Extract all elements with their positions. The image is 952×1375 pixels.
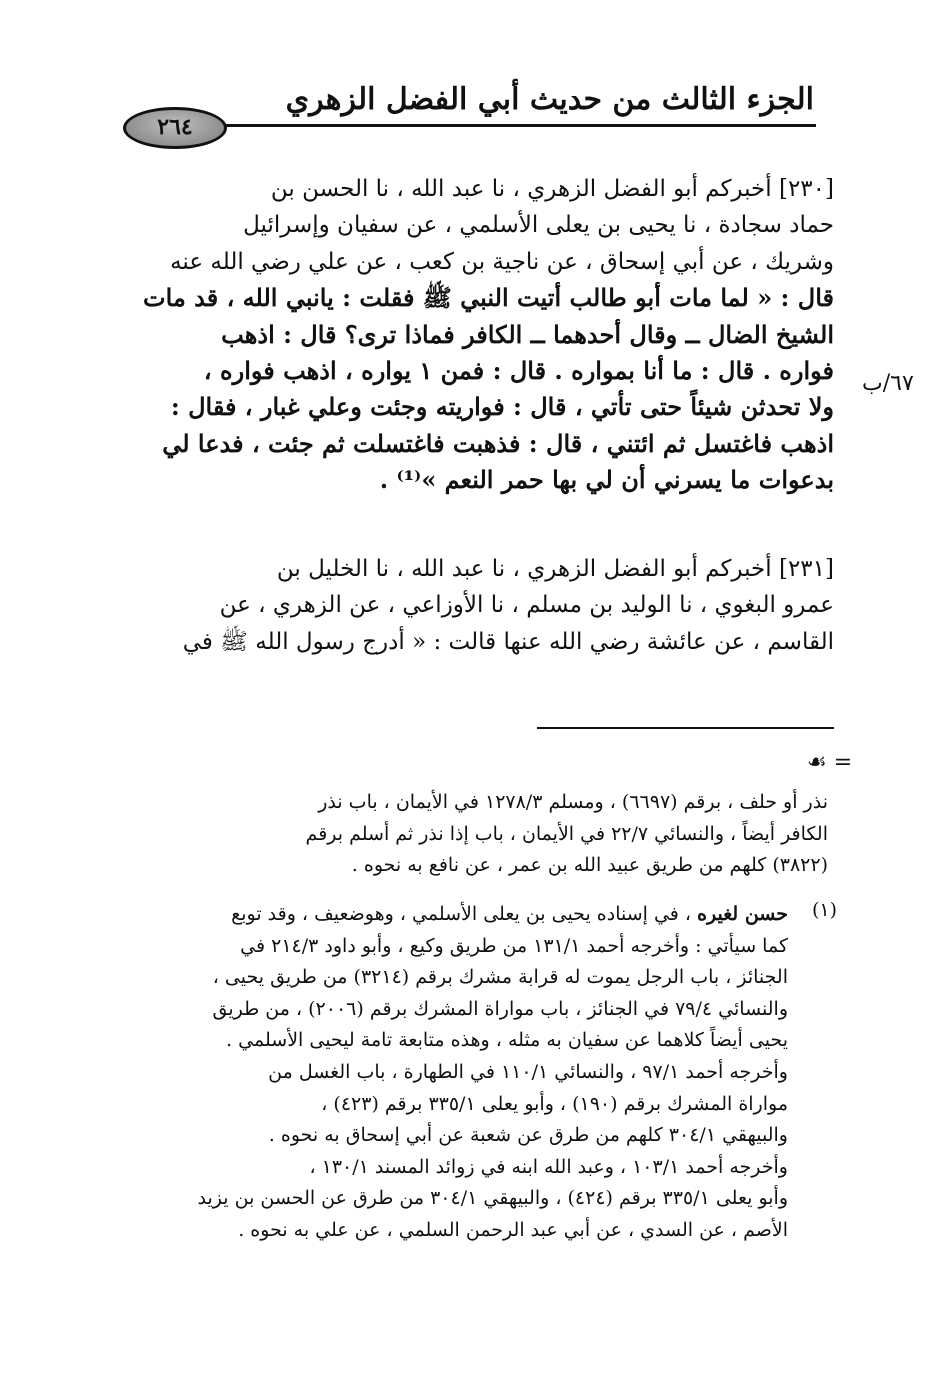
footnote-line xyxy=(128,899,788,931)
footnote-line: الأصم ، عن السدي ، عن أبي عبد الرحمن السلمي ، عن علي به نحوه . xyxy=(238,1218,788,1241)
footnote-line: كما سيأتي : وأخرجه أحمد ١٣١/١ من طريق وكيع ، وأبو داود ٢١٤/٣ في xyxy=(240,934,788,957)
continuation-marker: = ☙ xyxy=(807,750,853,775)
footnote-line: وأخرجه أحمد ٩٧/١ ، والنسائي ١١٠/١ في الطهارة ، باب الغسل من xyxy=(268,1060,788,1083)
hadith-230-line: وشريك ، عن أبي إسحاق ، عن ناجية بن كعب ، عن علي رضي الله عنه xyxy=(170,248,834,275)
hadith-230-line: فواره . قال : ما أنا بمواره . قال : فمن ١ يواره ، اذهب فواره ، xyxy=(203,356,834,386)
footnote-line: مواراة المشرك برقم (١٩٠) ، وأبو يعلى ٣٣٥/١ برقم (٤٢٣) ، xyxy=(321,1092,788,1115)
hadith-230-line: اذهب فاغتسل ثم ائتني ، قال : فذهبت فاغتسلت ثم جئت ، فدعا لي xyxy=(162,428,834,458)
hadith-230-line: بدعوات ما يسرني أن لي بها حمر النعم »⁽¹⁾ . xyxy=(379,465,834,495)
footnote-line: الكافر أيضاً ، والنسائي ٢٢/٧ في الأيمان ، باب إذا نذر ثم أسلم برقم xyxy=(305,822,828,845)
hadith-231 xyxy=(128,551,834,660)
footnote-separator xyxy=(537,727,834,729)
hadith-231-line: عمرو البغوي ، نا الوليد بن مسلم ، نا الأوزاعي ، عن الزهري ، عن xyxy=(219,592,834,619)
header-rule xyxy=(198,124,816,127)
manuscript-folio-note: ٦٧/ب xyxy=(862,371,914,396)
footnote-line: الجنائز ، باب الرجل يموت له قرابة مشرك برقم (٣٢١٤) من طريق يحيى ، xyxy=(212,966,788,989)
hadith-230-line: قال : « لما مات أبو طالب أتيت النبي ﷺ فقلت : يانبي الله ، قد مات xyxy=(143,283,834,313)
footnote-line-text: ، في إسناده يحيى بن يعلى الأسلمي ، وهوضعيف ، وقد توبع xyxy=(231,903,692,925)
footnote-grade: حسن لغيره xyxy=(697,903,788,925)
footnote-line: وأخرجه أحمد ١٠٣/١ ، وعبد الله ابنه في زوائد المسند ١٣٠/١ ، xyxy=(309,1155,788,1178)
hadith-231-line: [٢٣١] أخبركم أبو الفضل الزهري ، نا عبد الله ، نا الخليل بن xyxy=(276,556,834,582)
footnote-number: (١) xyxy=(811,899,837,921)
footnote-line: والنسائي ٧٩/٤ في الجنائز ، باب مواراة المشرك برقم (٢٠٠٦) ، من طريق xyxy=(212,997,788,1020)
page-number-badge: ٢٦٤ xyxy=(123,107,227,149)
hadith-230-line: [٢٣٠] أخبركم أبو الفضل الزهري ، نا عبد الله ، نا الحسن بن xyxy=(270,176,834,202)
hadith-230 xyxy=(128,171,834,499)
footnote-line: يحيى أيضاً كلاهما عن سفيان به مثله ، وهذه متابعة تامة ليحيى الأسلمي . xyxy=(226,1029,788,1052)
hadith-230-line: ولا تحدثن شيئاً حتى تأتي ، قال : فواريته وجئت وعلي غبار ، فقال : xyxy=(170,392,834,422)
footnote-line: وأبو يعلى ٣٣٥/١ برقم (٤٢٤) ، والبيهقي ٣٠٤/١ من طرق عن الحسن بن يزيد xyxy=(197,1187,788,1210)
hadith-231-line: القاسم ، عن عائشة رضي الله عنها قالت : « أدرج رسول الله ﷺ في xyxy=(182,628,834,655)
running-header-title: الجزء الثالث من حديث أبي الفضل الزهري xyxy=(285,82,814,117)
footnote-continued xyxy=(128,787,828,882)
footnote-line: نذر أو حلف ، برقم (٦٦٩٧) ، ومسلم ١٢٧٨/٣ في الأيمان ، باب نذر xyxy=(318,791,828,813)
hadith-230-line: الشيخ الضال ــ وقال أحدهما ــ الكافر فماذا ترى؟ قال : اذهب xyxy=(221,319,834,349)
hadith-230-line: حماد سجادة ، نا يحيى بن يعلى الأسلمي ، عن سفيان وإسرائيل xyxy=(243,212,834,239)
footnote-line: (٣٨٢٢) كلهم من طريق عبيد الله بن عمر ، عن نافع به نحوه . xyxy=(351,854,828,877)
footnote-line: والبيهقي ٣٠٤/١ كلهم من طرق عن شعبة عن أبي إسحاق به نحوه . xyxy=(268,1124,788,1147)
footnote-1 xyxy=(128,899,788,1247)
